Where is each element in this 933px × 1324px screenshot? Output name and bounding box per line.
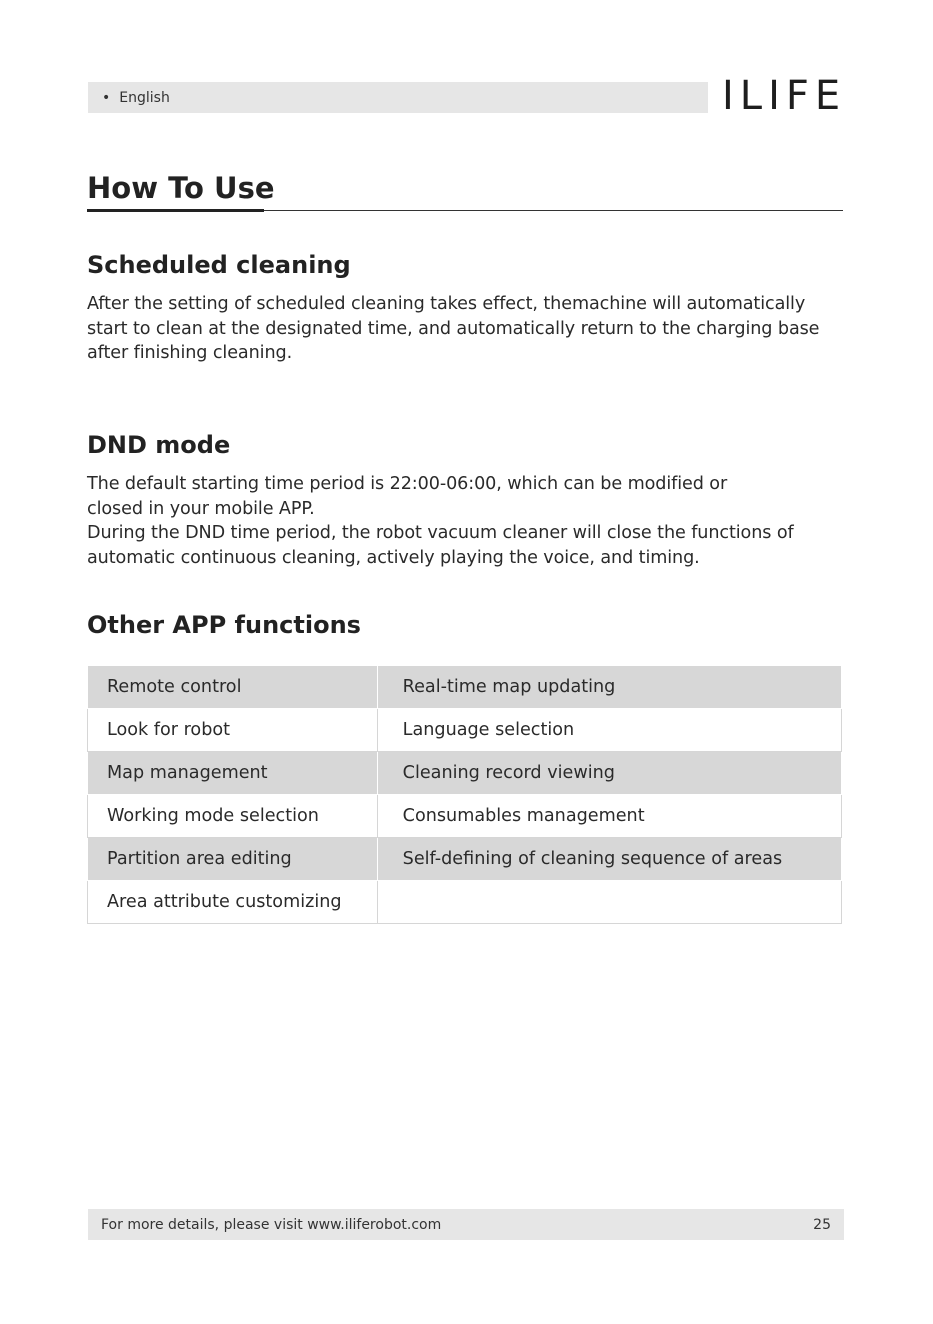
table-row	[88, 838, 842, 881]
table-cell: Consumables management	[377, 795, 841, 838]
dnd-paragraph-1: The default starting time period is 22:00-06:00, which can be modified or closed in your mobile APP.	[87, 474, 728, 519]
page-title: How To Use	[87, 171, 275, 205]
section-heading-scheduled-cleaning: Scheduled cleaning	[87, 251, 351, 279]
table-cell: Working mode selection	[88, 795, 378, 838]
table-cell: Self-defining of cleaning sequence of areas	[377, 838, 841, 881]
table-cell: Area attribute customizing	[88, 881, 378, 924]
table-row	[88, 795, 842, 838]
bullet-icon: •	[102, 89, 111, 106]
footer-website-text: For more details, please visit www.iliferobot.com	[101, 1216, 442, 1233]
table-cell: Cleaning record viewing	[377, 752, 841, 795]
page-number: 25	[813, 1216, 831, 1233]
scheduled-cleaning-paragraph: After the setting of scheduled cleaning takes effect, themachine will automatically start to clean at the designated time, and automatically return to the charging base after finishing cleaning.	[87, 294, 820, 363]
table-cell: Map management	[88, 752, 378, 795]
table-cell: Partition area editing	[88, 838, 378, 881]
brand-logo: ILIFE	[722, 73, 847, 119]
table-cell: Remote control	[88, 666, 378, 709]
language-label: English	[119, 89, 170, 106]
section-heading-dnd-mode: DND mode	[87, 431, 231, 459]
table-row	[88, 752, 842, 795]
table-cell	[377, 881, 841, 924]
section-heading-other-app-functions: Other APP functions	[87, 611, 361, 639]
table-cell: Language selection	[377, 709, 841, 752]
table-cell: Look for robot	[88, 709, 378, 752]
header-language-bar	[88, 82, 708, 113]
dnd-paragraph-2: During the DND time period, the robot vacuum cleaner will close the functions of automatic continuous cleaning, actively playing the voice, and timing.	[87, 523, 794, 568]
table-row	[88, 666, 842, 709]
app-functions-table	[87, 665, 842, 924]
table-cell: Real-time map updating	[377, 666, 841, 709]
table-row	[88, 881, 842, 924]
title-underline-accent	[87, 209, 264, 212]
table-row	[88, 709, 842, 752]
footer-bar	[88, 1209, 844, 1240]
